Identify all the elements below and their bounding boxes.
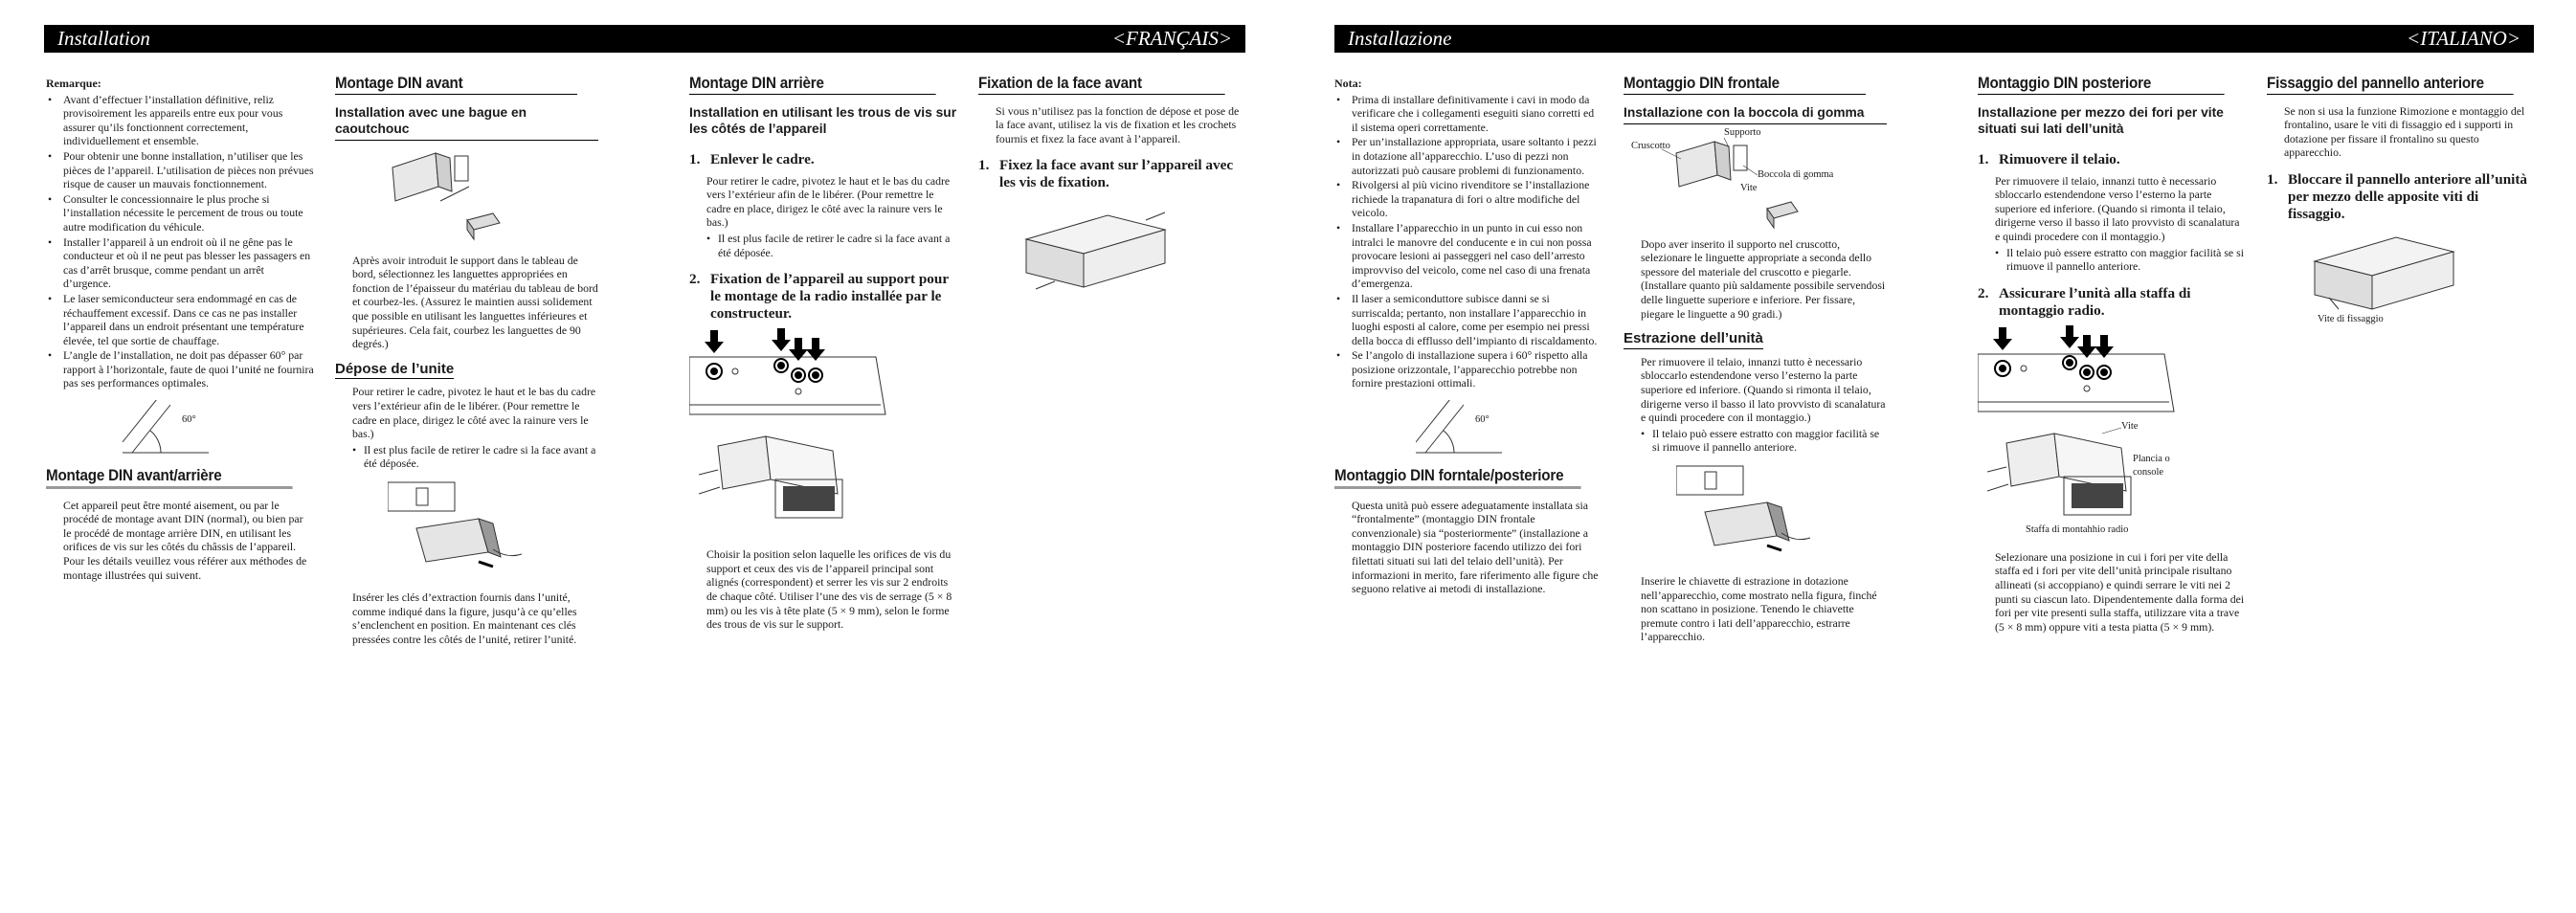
figure-label: Plancia o console <box>2133 453 2170 479</box>
body-text: Per rimuovere il telaio, innanzi tutto è necessario sbloccarlo estendendone verso l’esterno la parte superiore ed inferiore. (Quando si rimonta il telaio, dirigerne verso il basso il lato provvisto di scanalatura e quindi procedere con il montaggio.) <box>1641 354 1886 425</box>
remark-list <box>46 93 314 390</box>
bushing-illustration <box>1624 126 1887 237</box>
step-title: Rimuovere il telaio. <box>1999 150 2120 167</box>
rear-mount-illustration <box>699 427 957 540</box>
removal-drawing <box>388 480 531 586</box>
figure-label: Staffa di montahhio radio <box>2026 523 2129 535</box>
bracket-holes-drawing <box>1978 325 2179 413</box>
page-header <box>1334 25 2534 53</box>
list-item: • Pour obtenir une bonne installation, n’utiliser que les pièces de l’appareil. L’utilisation de pièces non prévues risque de causer un mauvais fonctionnement. <box>46 149 314 191</box>
remark-list <box>1334 93 1602 390</box>
section-title: Montaggio DIN posteriore <box>1978 77 2225 95</box>
section-title: Fissaggio del pannello anteriore <box>2267 77 2514 95</box>
step-2 <box>689 271 957 323</box>
body-text: Inserire le chiavette di estrazione in dotazione nell’apparecchio, come mostrato nella figura, finché non scattano in posizione. Tenendo le chiavette premute contro i lati dell’apparecchio, estrarre l’apparecchio. <box>1641 573 1877 644</box>
remark-label: Remarque: <box>46 77 101 90</box>
step-title: Assicurare l’unità alla staffa di montaggio radio. <box>1999 284 2191 319</box>
bullet-list <box>689 232 957 259</box>
angle-label: 60° <box>1475 414 1490 426</box>
body-text: Insérer les clés d’extraction fournis dans l’unité, comme indiqué dans la figure, jusqu’à ce qu’elles s’enclenchent en position. En maintenant ces clés pressées contre les côtés de l’unité, retirer l’unité. <box>352 590 577 646</box>
list-item: • Installer l’appareil à un endroit où il ne gêne pas le conducteur et où il ne peut pas blesser les passagers en cas d’arrêt brusque, comme pendant un arrêt d’urgence. <box>46 235 314 291</box>
angle-diagram-drawing <box>1416 400 1531 457</box>
step-title: Enlever le cadre. <box>710 150 815 167</box>
page-header <box>44 25 1245 53</box>
figure-label: Vite di fissaggio <box>2318 313 2384 324</box>
list-item: • Rivolgersi al più vicino rivenditore se l’installazione richiede la trapanatura di fori o altre modifiche del veicolo. <box>1334 178 1602 220</box>
header-title: Installazione <box>1348 27 1452 50</box>
angle-diagram <box>123 400 314 459</box>
section-text: Cet appareil peut être monté aisement, ou par le procédé de montage avant DIN (normal), ou bien par le procédé de montage arrière DIN, en utilisant les orifices de vis sur les côtés du châssis de l’appareil. Pour les détails veuillez vous référer aux méthodes de montage illustrées qui suivent. <box>63 498 307 582</box>
step-number: 1. <box>689 150 701 167</box>
step-number: 2. <box>1978 284 1989 301</box>
step-1 <box>689 151 957 168</box>
figure-label: Supporto <box>1724 126 1761 138</box>
body-text: Pour retirer le cadre, pivotez le haut et le bas du cadre vers l’extérieur afin de le libérer. (Pour remettre le cadre en place, dirigez le côté avec la rainure vers le bas.) <box>706 173 951 230</box>
step-1 <box>978 157 1246 191</box>
fr-column-1 <box>46 77 314 593</box>
section-title: Montage DIN avant <box>335 77 577 95</box>
subsection-title: Installation avec une bague en caoutchouc <box>335 104 598 141</box>
step-1 <box>1978 151 2246 168</box>
section-title: Montaggio DIN forntale/posteriore <box>1334 469 1581 489</box>
step-1 <box>2267 171 2535 223</box>
list-item: • Se l’angolo di installazione supera i 60° rispetto alla posizione orizzontale, l’apparecchio potrebbe non fornire prestazioni ottimali. <box>1334 348 1602 390</box>
rear-mount-drawing <box>699 427 862 537</box>
body-text: Dopo aver inserito il supporto nel cruscotto, selezionare le linguette appropriate a seconda dello spessore del materiale del cruscotto e piegarle. (Installare quanto più saldamente possibile servendosi delle linguette superiore e inferiore. Per fissare, piegare le linguette a 90 gradi.) <box>1641 236 1886 321</box>
list-item: • Avant d’effectuer l’installation définitive, reliz provisoirement les appareils entre eux pour vous assurer qu’ils fonctionnent correctement, individuellement et ensemble. <box>46 93 314 148</box>
removal-drawing <box>1676 464 1820 569</box>
figure-label: Boccola di gomma <box>1758 168 1834 180</box>
list-item: • Prima di installare definitivamente i cavi in modo da verificare che i collegamenti eseguiti siano corretti ed il sistema operi correttamente. <box>1334 93 1602 135</box>
body-text: Pour retirer le cadre, pivotez le haut et le bas du cadre vers l’extérieur afin de le libérer. (Pour remettre le cadre en place, dirigez le côté avec la rainure vers le bas.) <box>352 385 596 441</box>
body-text: Selezionare una posizione in cui i fori per vite della staffa ed i fori per vite dell’unità principale risultano allineati (si accoppiano) e quindi serrare le viti nei 2 punti su ciascun lato. Dipendentemente dalla forma dei fori per vite presenti sulla staffa, utilizzare vita a trave (5 × 8 mm) oppure viti a testa piatta (5 × 9 mm). <box>1995 549 2245 634</box>
subsection-title: Installazione per mezzo dei fori per vite situati sui lati dell’unità <box>1978 104 2224 136</box>
list-item: • Il est plus facile de retirer le cadre si la face avant a été déposée. <box>335 443 598 471</box>
section-title: Montage DIN avant/arrière <box>46 469 293 489</box>
subheading: Dépose de l’unite <box>335 363 454 380</box>
subsection-title: Installazione con la boccola di gomma <box>1624 104 1887 124</box>
step-number: 1. <box>1978 150 1989 167</box>
body-text: Se non si usa la funzione Rimozione e montaggio del frontalino, usare le viti di fissaggio ed i supporti in dotazione per fissare il frontalino su questo apparecchio. <box>2284 103 2525 160</box>
fr-column-3 <box>689 77 957 643</box>
step-number: 2. <box>689 271 701 288</box>
fr-column-2 <box>335 77 598 657</box>
rear-mount-illustration <box>1987 420 2246 539</box>
section-title: Montage DIN arrière <box>689 77 936 95</box>
step-number: 1. <box>2267 170 2278 188</box>
list-item: • Installare l’apparecchio in un punto in cui esso non intralci le manovre del conducente e in cui non possa provocare lesioni ai passeggeri nel caso dell’arresto improvviso del veicolo, come nel caso di una frenata d’emergenza. <box>1334 221 1602 291</box>
figure-label: Cruscotto <box>1631 140 1670 151</box>
face-fix-illustration <box>2310 233 2535 333</box>
list-item: • Il telaio può essere estratto con maggior facilità se si rimuove il pannello anteriore. <box>1624 427 1887 455</box>
step-number: 1. <box>978 157 990 174</box>
figure-label: Vite <box>2121 420 2139 432</box>
subheading: Estrazione dell’unità <box>1624 332 1763 349</box>
step-title: Bloccare il pannello anteriore all’unità per mezzo delle apposite viti di fissaggio. <box>2288 170 2528 222</box>
body-text: Si vous n’utilisez pas la fonction de dépose et pose de la face avant, utilisez la vis de fixation et les crochets fournis et fixez la face avant à l’appareil. <box>996 103 1240 145</box>
it-column-4 <box>2267 77 2535 333</box>
body-text: Choisir la position selon laquelle les orifices de vis du support et ceux des vis de l’appareil principal sont alignés (correspondent) et serrer les vis sur 2 endroits de chaque côté. Utiliser l’une des vis de serrage (5 × 8 mm) ou les vis à tête plate (5 × 9 mm), selon le forme des trous de vis sur le support. <box>706 547 952 632</box>
list-item: • Consulter le concessionnaire le plus proche si l’installation nécessite le percement de trous ou toute autre modification du véhicule. <box>46 192 314 234</box>
section-title: Fixation de la face avant <box>978 77 1225 95</box>
list-item: • Il telaio può essere estratto con maggior facilità se si rimuove il pannello anteriore. <box>1978 246 2246 274</box>
step-title: Fixez la face avant sur l’appareil avec les vis de fixation. <box>999 157 1234 191</box>
section-text: Questa unità può essere adeguatamente installata sia “frontalmente” (montaggio DIN frontale convenzionale) sia “posteriormente” (installazione a montaggio DIN posteriore facendo utilizzo dei fori filettati situati sui lati del telaio dell’unità). Per informazioni in merito, fare riferimento alle figure che seguono relative ai metodi di installazione. <box>1352 498 1599 596</box>
face-fix-illustration <box>1021 201 1246 301</box>
it-column-2 <box>1624 77 1887 656</box>
body-text: Per rimuovere il telaio, innanzi tutto è necessario sbloccarlo estendendone verso l’esterno la parte superiore ed inferiore. (Quando si rimonta il telaio, dirigerne verso il basso il lato provvisto di scanalatura e quindi procedere con il montaggio.) <box>1995 173 2240 243</box>
it-column-3 <box>1978 77 2246 645</box>
bushing-illustration <box>383 148 598 254</box>
list-item: • L’angle de l’installation, ne doit pas dépasser 60° par rapport à l’horizontale, faute de quoi l’unité ne fournira pas ses performances optimales. <box>46 348 314 390</box>
bracket-holes-illustration <box>1978 325 2246 416</box>
bushing-drawing <box>383 148 507 249</box>
italian-page <box>1331 0 2576 913</box>
angle-label: 60° <box>182 414 196 426</box>
face-fix-drawing <box>1021 201 1175 297</box>
figure-label: Vite <box>1740 182 1758 193</box>
remark-label: Nota: <box>1334 77 1362 90</box>
list-item: • Il est plus facile de retirer le cadre si la face avant a été déposée. <box>689 232 957 259</box>
bullet-list <box>1978 246 2246 274</box>
removal-illustration <box>1676 464 1887 574</box>
rear-mount-drawing <box>1987 424 2150 534</box>
subsection-title: Installation en utilisant les trous de vis sur les côtés de l’appareil <box>689 104 957 136</box>
header-title: Installation <box>57 27 150 50</box>
body-text: Après avoir introduit le support dans le tableau de bord, sélectionnez les languettes appropriées en fonction de l’épaisseur du matériau du tableau de bord et courbez-les. (Assurez le maintien aussi solidement que possible en utilisant les languettes inférieures et supérieures. Cela fait, courbez les languettes de 90 degrés.) <box>352 253 598 351</box>
step-2 <box>1978 285 2246 320</box>
it-column-1 <box>1334 77 1602 608</box>
angle-diagram-drawing <box>123 400 237 457</box>
list-item: • Il laser a semiconduttore subisce danni se si surriscalda; pertanto, non installare l’apparecchio in luoghi esposti al calore, come per esempio nei pressi della bocca di efflusso dell’impianto di riscaldamento. <box>1334 292 1602 347</box>
step-title: Fixation de l’appareil au support pour le montage de la radio installée par le constructeur. <box>710 271 949 323</box>
bracket-holes-drawing <box>689 328 890 416</box>
fr-column-4 <box>978 77 1246 301</box>
removal-illustration <box>388 480 598 590</box>
list-item: • Le laser semiconducteur sera endommagé en cas de réchauffement excessif. Dans ce cas ne pas installer l’appareil dans un endroit présentant une température élevée, tel que sortie de chauffage. <box>46 292 314 347</box>
header-language: <FRANÇAIS> <box>1111 27 1232 50</box>
list-item: • Per un’installazione appropriata, usare soltanto i pezzi in dotazione all’apparecchio. L’uso di pezzi non autorizzati può causare problemi di funzionamento. <box>1334 135 1602 177</box>
bullet-list <box>1624 427 1887 455</box>
bracket-holes-illustration <box>689 328 957 419</box>
header-language: <ITALIANO> <box>2407 27 2520 50</box>
section-title: Montaggio DIN frontale <box>1624 77 1866 95</box>
bullet-list <box>335 443 598 471</box>
angle-diagram <box>1416 400 1602 459</box>
